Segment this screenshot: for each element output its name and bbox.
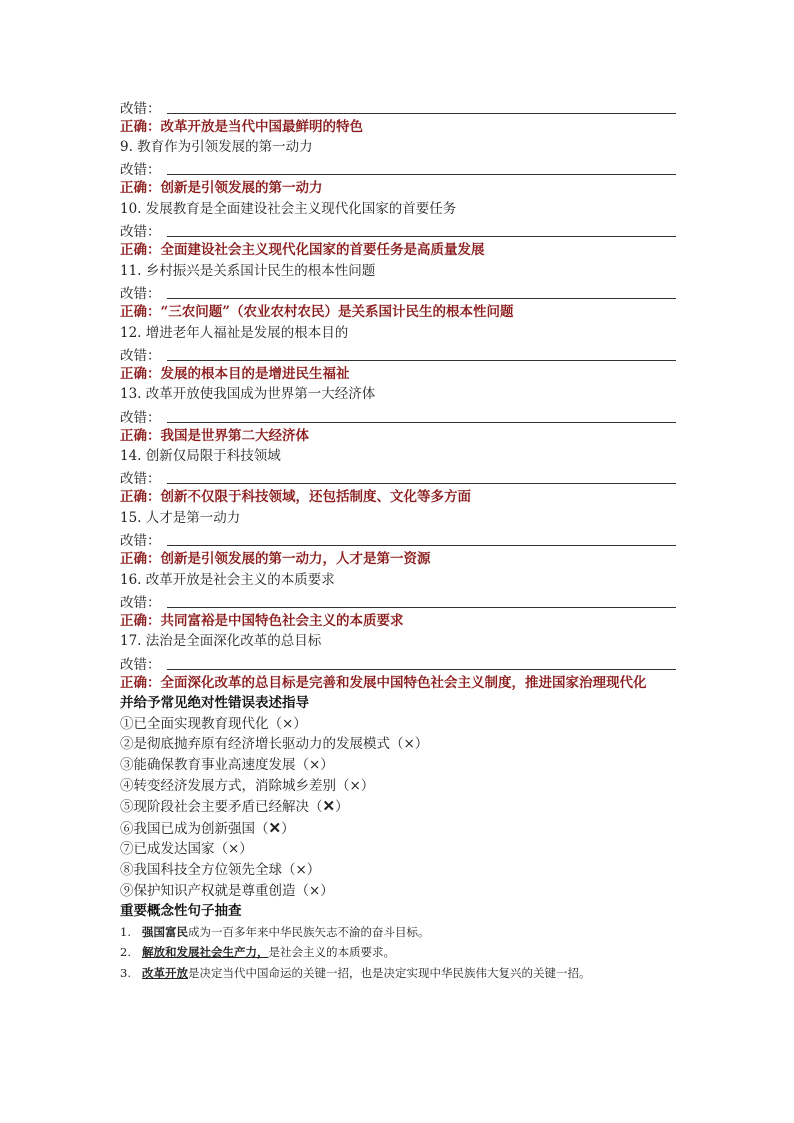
- answer-blank-line: [120, 467, 676, 488]
- correct-text: 创新是引领发展的第一动力: [160, 180, 323, 197]
- correct-label: 正确：: [120, 180, 161, 197]
- correct-label: 正确：: [120, 551, 161, 568]
- correct-text: 发展的根本目的是增进民生福祉: [160, 365, 350, 382]
- correct-text: 共同富裕是中国特色社会主义的本质要求: [160, 612, 404, 629]
- sentence-key: 解放和发展社会生产力，: [142, 945, 269, 960]
- error-item: ①已全面实现教育现代化（×）: [120, 715, 307, 732]
- item-15: [120, 508, 676, 570]
- correct-answer: [120, 364, 676, 385]
- gaicuo-label: 改错：: [120, 656, 161, 673]
- correct-text: 我国是世界第二大经济体: [160, 427, 309, 444]
- item-9: [120, 137, 676, 199]
- fill-in-blank[interactable]: [167, 471, 677, 484]
- answer-blank-line: [120, 528, 676, 549]
- concept-list: [120, 922, 676, 984]
- concept-sentence: [120, 963, 676, 984]
- item-14: [120, 446, 676, 508]
- correct-label: 正确：: [120, 118, 161, 135]
- error-item: ⑦已成发达国家（×）: [120, 841, 253, 858]
- fill-in-blank[interactable]: [167, 162, 677, 175]
- error-close: ）: [281, 820, 295, 837]
- fill-in-blank[interactable]: [167, 224, 677, 237]
- gaicuo-label: 改错：: [120, 409, 161, 426]
- correct-text: 创新不仅限于科技领域，还包括制度、文化等多方面: [160, 489, 471, 506]
- sentence-rest: 是社会主义的本质要求。: [268, 945, 395, 960]
- gaicuo-label: 改错：: [120, 594, 161, 611]
- gaicuo-label: 改错：: [120, 285, 161, 302]
- error-item: ⑧我国科技全方位领先全球（×）: [120, 861, 321, 878]
- fill-in-blank[interactable]: [167, 348, 677, 361]
- question: 9. 教育作为引领发展的第一动力: [120, 139, 313, 156]
- correct-answer: [120, 673, 676, 694]
- sentence-key: 改革开放: [142, 965, 188, 980]
- answer-blank-line: [120, 96, 676, 117]
- correct-label: 正确：: [120, 303, 161, 320]
- correct-text: 全面深化改革的总目标是完善和发展中国特色社会主义制度，推进国家治理现代化: [160, 674, 647, 691]
- sentence-number: 1.: [120, 924, 131, 939]
- sentence-rest: 成为一百多年来中华民族矢志不渝的奋斗目标。: [188, 924, 430, 939]
- correct-text: 改革开放是当代中国最鲜明的特色: [160, 118, 363, 135]
- correct-answer: [120, 240, 676, 261]
- correct-text: 全面建设社会主义现代化国家的首要任务是高质量发展: [160, 242, 485, 259]
- correct-label: 正确：: [120, 489, 161, 506]
- gaicuo-label: 改错：: [120, 471, 161, 488]
- sentence-body: [142, 942, 395, 963]
- error-item: [120, 818, 676, 840]
- correct-text: “三农问题”（农业农村农民）是关系国计民生的根本性问题: [160, 303, 514, 320]
- answer-blank-line: [120, 220, 676, 241]
- correct-answer: [120, 117, 676, 138]
- correct-text: 创新是引领发展的第一动力，人才是第一资源: [160, 551, 431, 568]
- error-close: ）: [335, 799, 349, 816]
- question: 13. 改革开放使我国成为世界第一大经济体: [120, 386, 376, 403]
- errors-heading: 并给予常见绝对性错误表述指导: [120, 695, 309, 712]
- question: 14. 创新仅局限于科技领域: [120, 448, 281, 465]
- question: 11. 乡村振兴是关系国计民生的根本性问题: [120, 262, 376, 279]
- answer-blank-line: [120, 652, 676, 673]
- correct-label: 正确：: [120, 612, 161, 629]
- question: 15. 人才是第一动力: [120, 509, 241, 526]
- sentence-body: [142, 963, 591, 984]
- error-item: ④转变经济发展方式，消除城乡差别（×）: [120, 777, 375, 794]
- error-text: ⑥我国已成为创新强国（: [120, 820, 269, 837]
- fill-in-blank[interactable]: [167, 595, 677, 608]
- item-11: [120, 261, 676, 323]
- cross-mark-icon: ✕: [268, 818, 282, 837]
- sentence-rest: 是决定当代中国命运的关键一招，也是决定实现中华民族伟大复兴的关键一招。: [188, 965, 591, 980]
- error-item: ②是彻底抛弃原有经济增长驱动力的发展模式（×）: [120, 736, 429, 753]
- gaicuo-label: 改错：: [120, 162, 161, 179]
- correct-label: 正确：: [120, 674, 161, 691]
- sentence-key: 强国富民: [142, 924, 188, 939]
- answer-blank-line: [120, 281, 676, 302]
- concept-heading: 重要概念性句子抽查: [120, 903, 242, 920]
- error-list: [120, 714, 676, 901]
- item-13: [120, 384, 676, 446]
- fill-in-blank[interactable]: [167, 410, 677, 423]
- item-17: [120, 631, 676, 693]
- fill-in-blank[interactable]: [167, 286, 677, 299]
- correct-answer: [120, 549, 676, 570]
- gaicuo-label: 改错：: [120, 533, 161, 550]
- fill-in-blank[interactable]: [167, 657, 677, 670]
- concept-sentence: [120, 922, 676, 943]
- question: 16. 改革开放是社会主义的本质要求: [120, 571, 335, 588]
- error-text: ⑤现阶段社会主要矛盾已经解决（: [120, 799, 323, 816]
- correct-answer: [120, 302, 676, 323]
- gaicuo-label: 改错：: [120, 100, 161, 117]
- question: 17. 法治是全面深化改革的总目标: [120, 633, 322, 650]
- sentence-number: 2.: [120, 945, 131, 960]
- question: 10. 发展教育是全面建设社会主义现代化国家的首要任务: [120, 200, 457, 217]
- answer-blank-line: [120, 405, 676, 426]
- correct-label: 正确：: [120, 242, 161, 259]
- correct-answer: [120, 426, 676, 447]
- item-16: [120, 570, 676, 632]
- gaicuo-label: 改错：: [120, 224, 161, 241]
- error-item: ③能确保教育事业高速度发展（×）: [120, 757, 334, 773]
- correct-answer: [120, 178, 676, 199]
- sentence-number: 3.: [120, 965, 131, 980]
- item-10: [120, 199, 676, 261]
- fill-in-blank[interactable]: [167, 533, 677, 546]
- item-12: [120, 323, 676, 385]
- correct-label: 正确：: [120, 365, 161, 382]
- fill-in-blank[interactable]: [167, 101, 677, 114]
- error-item: ⑨保护知识产权就是尊重创造（×）: [120, 882, 334, 899]
- correct-label: 正确：: [120, 427, 161, 444]
- sentence-body: [142, 922, 430, 943]
- error-item: [120, 796, 676, 818]
- answer-blank-line: [120, 158, 676, 179]
- question: 12. 增进老年人福祉是发展的根本目的: [120, 324, 349, 341]
- gaicuo-label: 改错：: [120, 347, 161, 364]
- concept-sentence: [120, 942, 676, 963]
- cross-mark-icon: ✕: [322, 797, 336, 816]
- correct-answer: [120, 487, 676, 508]
- document-content: [120, 96, 676, 984]
- answer-blank-line: [120, 590, 676, 611]
- correct-answer: [120, 611, 676, 632]
- answer-blank-line: [120, 343, 676, 364]
